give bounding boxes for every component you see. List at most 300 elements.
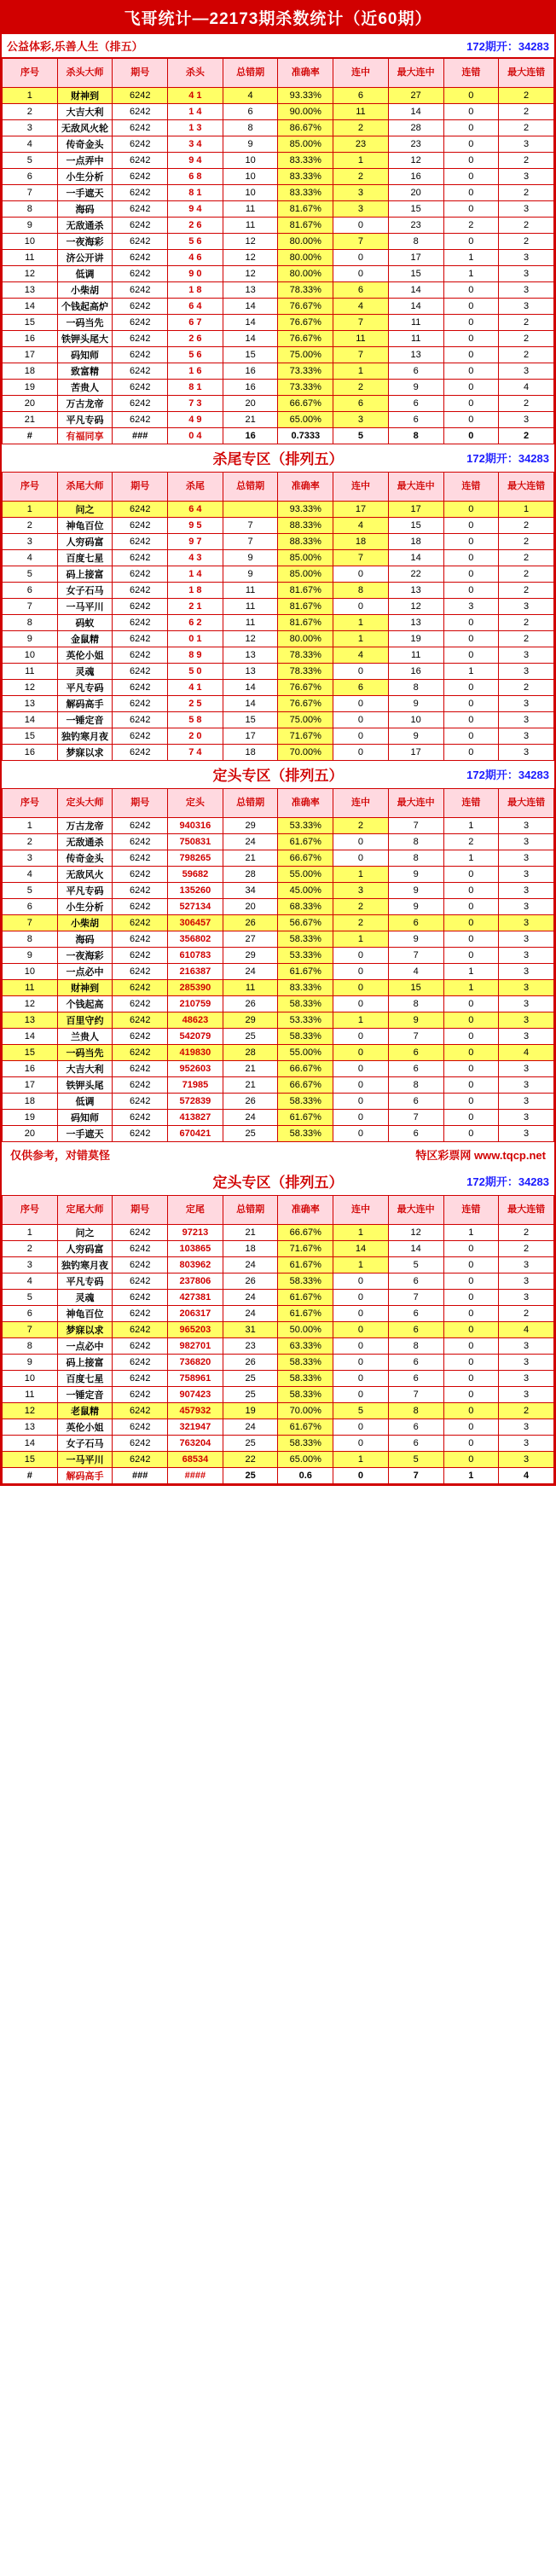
row-master-name: 苦贵人 [57, 380, 113, 396]
table-row[interactable] [3, 396, 554, 412]
row-hit-streak: 17 [333, 502, 389, 518]
row-period: 6242 [113, 915, 168, 931]
row-kill-numbers: 216387 [168, 964, 223, 980]
row-accuracy: 56.67% [278, 915, 333, 931]
table-row[interactable] [3, 1225, 554, 1241]
summary-error-streak: 0 [443, 428, 499, 444]
row-max-error-streak: 4 [499, 1322, 554, 1338]
row-max-error-streak: 4 [499, 1045, 554, 1061]
row-period: 6242 [113, 631, 168, 647]
row-total-errors: 15 [223, 347, 278, 363]
row-max-hit-streak: 10 [388, 712, 443, 728]
table-row[interactable] [3, 1419, 554, 1436]
fix-head-table [2, 788, 554, 1142]
row-error-streak: 0 [443, 1257, 499, 1273]
row-accuracy: 80.00% [278, 250, 333, 266]
row-index: 1 [3, 88, 58, 104]
row-error-streak: 0 [443, 899, 499, 915]
row-period: 6242 [113, 136, 168, 153]
table-row[interactable] [3, 534, 554, 550]
row-hit-streak: 1 [333, 363, 389, 380]
row-max-error-streak: 2 [499, 615, 554, 631]
section-title-ding: 定头专区（排列五） [212, 768, 344, 784]
table-row[interactable] [3, 615, 554, 631]
row-error-streak: 1 [443, 980, 499, 996]
table-row[interactable] [3, 550, 554, 566]
row-error-streak: 1 [443, 850, 499, 867]
row-max-hit-streak: 13 [388, 583, 443, 599]
table-row[interactable] [3, 1029, 554, 1045]
row-max-error-streak: 4 [499, 380, 554, 396]
row-max-hit-streak: 27 [388, 88, 443, 104]
row-max-error-streak: 2 [499, 120, 554, 136]
row-error-streak: 0 [443, 1436, 499, 1452]
row-kill-numbers: 758961 [168, 1371, 223, 1387]
row-error-streak: 0 [443, 1371, 499, 1387]
row-accuracy: 86.67% [278, 120, 333, 136]
row-error-streak: 0 [443, 1061, 499, 1077]
row-period: 6242 [113, 550, 168, 566]
row-index: 6 [3, 169, 58, 185]
row-hit-streak: 1 [333, 1225, 389, 1241]
row-accuracy: 61.67% [278, 1257, 333, 1273]
col-period: 期号 [113, 473, 168, 502]
row-max-error-streak: 3 [499, 867, 554, 883]
row-max-hit-streak: 7 [388, 1029, 443, 1045]
table-row[interactable] [3, 1045, 554, 1061]
table-row[interactable] [3, 696, 554, 712]
col-error: 连错 [443, 473, 499, 502]
table-row[interactable] [3, 347, 554, 363]
table-row[interactable] [3, 518, 554, 534]
row-index: 17 [3, 347, 58, 363]
row-index: 7 [3, 599, 58, 615]
summary-kill-numbers: #### [168, 1468, 223, 1484]
row-hit-streak: 0 [333, 1436, 389, 1452]
row-error-streak: 0 [443, 104, 499, 120]
row-error-streak: 0 [443, 1077, 499, 1094]
row-error-streak: 0 [443, 169, 499, 185]
row-period: 6242 [113, 680, 168, 696]
row-max-error-streak: 3 [499, 931, 554, 948]
table-row[interactable] [3, 647, 554, 664]
row-error-streak: 0 [443, 282, 499, 299]
table-row[interactable] [3, 948, 554, 964]
row-max-error-streak: 2 [499, 315, 554, 331]
table-header-row [3, 1196, 554, 1225]
table-row[interactable] [3, 566, 554, 583]
row-hit-streak: 2 [333, 818, 389, 834]
row-master-name: 女子石马 [57, 583, 113, 599]
row-max-error-streak: 3 [499, 599, 554, 615]
row-index: 3 [3, 1257, 58, 1273]
row-total-errors: 27 [223, 931, 278, 948]
row-total-errors: 19 [223, 1403, 278, 1419]
table-row[interactable] [3, 867, 554, 883]
row-period: 6242 [113, 850, 168, 867]
table-row[interactable] [3, 1403, 554, 1419]
table-row[interactable] [3, 1290, 554, 1306]
row-error-streak: 0 [443, 201, 499, 218]
row-max-error-streak: 3 [499, 169, 554, 185]
row-max-hit-streak: 6 [388, 363, 443, 380]
row-max-error-streak: 2 [499, 234, 554, 250]
row-error-streak: 0 [443, 1306, 499, 1322]
row-hit-streak: 1 [333, 1452, 389, 1468]
table-row[interactable] [3, 915, 554, 931]
row-max-hit-streak: 6 [388, 1419, 443, 1436]
row-kill-numbers: 4 1 [168, 680, 223, 696]
row-index: 17 [3, 1077, 58, 1094]
row-period: 6242 [113, 201, 168, 218]
table-row[interactable] [3, 583, 554, 599]
row-index: 4 [3, 867, 58, 883]
table-row[interactable] [3, 266, 554, 282]
table-row[interactable] [3, 680, 554, 696]
row-kill-numbers: 940316 [168, 818, 223, 834]
row-index: 20 [3, 1126, 58, 1142]
row-total-errors: 24 [223, 1110, 278, 1126]
row-period: 6242 [113, 566, 168, 583]
row-error-streak: 0 [443, 380, 499, 396]
table-row[interactable] [3, 331, 554, 347]
row-max-hit-streak: 11 [388, 647, 443, 664]
table-row[interactable] [3, 712, 554, 728]
row-hit-streak: 0 [333, 728, 389, 745]
summary-row [3, 428, 554, 444]
row-max-error-streak: 3 [499, 1110, 554, 1126]
row-accuracy: 71.67% [278, 1241, 333, 1257]
row-total-errors: 26 [223, 915, 278, 931]
row-total-errors: 31 [223, 1322, 278, 1338]
kill-head-table [2, 58, 554, 444]
table-row[interactable] [3, 1387, 554, 1403]
row-max-hit-streak: 6 [388, 1436, 443, 1452]
row-accuracy: 76.67% [278, 331, 333, 347]
row-hit-streak: 6 [333, 396, 389, 412]
row-master-name: 无敌通杀 [57, 218, 113, 234]
row-max-error-streak: 2 [499, 1306, 554, 1322]
table-row[interactable] [3, 818, 554, 834]
row-max-error-streak: 3 [499, 1371, 554, 1387]
row-accuracy: 61.67% [278, 1110, 333, 1126]
row-master-name: 一夜海彩 [57, 948, 113, 964]
table-row[interactable] [3, 104, 554, 120]
row-accuracy: 66.67% [278, 1061, 333, 1077]
row-kill-numbers: 68534 [168, 1452, 223, 1468]
row-max-hit-streak: 8 [388, 234, 443, 250]
table-row[interactable] [3, 850, 554, 867]
row-hit-streak: 3 [333, 185, 389, 201]
row-total-errors: 11 [223, 615, 278, 631]
row-total-errors: 21 [223, 1077, 278, 1094]
row-max-error-streak: 2 [499, 218, 554, 234]
col-max-error: 最大连错 [499, 789, 554, 818]
row-max-hit-streak: 15 [388, 980, 443, 996]
row-index: 1 [3, 1225, 58, 1241]
public-welfare-note: 公益体彩,乐善人生（排五） [7, 40, 143, 53]
table-row[interactable] [3, 980, 554, 996]
row-error-streak: 0 [443, 1322, 499, 1338]
row-total-errors: 24 [223, 834, 278, 850]
row-kill-numbers: 542079 [168, 1029, 223, 1045]
row-kill-numbers: 9 4 [168, 201, 223, 218]
row-max-hit-streak: 9 [388, 696, 443, 712]
row-period: 6242 [113, 1290, 168, 1306]
table-row[interactable] [3, 1126, 554, 1142]
row-index: 6 [3, 1306, 58, 1322]
row-accuracy: 71.67% [278, 728, 333, 745]
table-row[interactable] [3, 1077, 554, 1094]
row-hit-streak: 0 [333, 250, 389, 266]
row-max-hit-streak: 14 [388, 282, 443, 299]
table-row[interactable] [3, 299, 554, 315]
row-max-error-streak: 3 [499, 282, 554, 299]
row-hit-streak: 1 [333, 931, 389, 948]
row-index: 15 [3, 1045, 58, 1061]
row-accuracy: 80.00% [278, 234, 333, 250]
table-row[interactable] [3, 1257, 554, 1273]
row-kill-numbers: 5 6 [168, 347, 223, 363]
row-hit-streak: 11 [333, 331, 389, 347]
row-period: 6242 [113, 899, 168, 915]
row-max-error-streak: 3 [499, 1436, 554, 1452]
row-kill-numbers: 1 4 [168, 104, 223, 120]
col-accuracy: 准确率 [278, 1196, 333, 1225]
row-period: 6242 [113, 1322, 168, 1338]
row-master-name: 码知师 [57, 347, 113, 363]
row-total-errors: 17 [223, 728, 278, 745]
table-row[interactable] [3, 185, 554, 201]
table-row[interactable] [3, 201, 554, 218]
row-accuracy: 53.33% [278, 948, 333, 964]
table-row[interactable] [3, 153, 554, 169]
row-kill-numbers: 527134 [168, 899, 223, 915]
table-row[interactable] [3, 250, 554, 266]
row-total-errors: 29 [223, 948, 278, 964]
row-total-errors: 10 [223, 153, 278, 169]
row-hit-streak: 4 [333, 518, 389, 534]
row-accuracy: 93.33% [278, 88, 333, 104]
row-index: 6 [3, 899, 58, 915]
table-row[interactable] [3, 88, 554, 104]
table-row[interactable] [3, 631, 554, 647]
row-period: 6242 [113, 615, 168, 631]
row-total-errors: 13 [223, 647, 278, 664]
row-total-errors: 12 [223, 250, 278, 266]
row-max-hit-streak: 8 [388, 1403, 443, 1419]
row-error-streak: 2 [443, 834, 499, 850]
col-max-hit: 最大连中 [388, 59, 443, 88]
row-kill-numbers: 1 8 [168, 282, 223, 299]
col-hit: 连中 [333, 1196, 389, 1225]
row-total-errors: 21 [223, 412, 278, 428]
row-hit-streak: 0 [333, 1322, 389, 1338]
row-accuracy: 76.67% [278, 680, 333, 696]
row-kill-numbers: 2 6 [168, 218, 223, 234]
row-total-errors: 14 [223, 696, 278, 712]
table-row[interactable] [3, 169, 554, 185]
row-max-hit-streak: 8 [388, 834, 443, 850]
row-index: 9 [3, 631, 58, 647]
row-total-errors: 26 [223, 1094, 278, 1110]
row-hit-streak: 1 [333, 153, 389, 169]
row-hit-streak: 0 [333, 850, 389, 867]
row-error-streak: 0 [443, 315, 499, 331]
row-total-errors: 26 [223, 1273, 278, 1290]
summary-accuracy: 0.6 [278, 1468, 333, 1484]
row-error-streak: 0 [443, 1241, 499, 1257]
table-row[interactable] [3, 745, 554, 761]
row-error-streak: 3 [443, 599, 499, 615]
row-master-name: 码蚁 [57, 615, 113, 631]
row-index: 16 [3, 1061, 58, 1077]
section-header-ding [2, 761, 554, 788]
col-hit: 连中 [333, 789, 389, 818]
table-row[interactable] [3, 502, 554, 518]
table-row[interactable] [3, 883, 554, 899]
row-master-name: 小生分析 [57, 169, 113, 185]
row-max-hit-streak: 15 [388, 201, 443, 218]
row-total-errors: 14 [223, 315, 278, 331]
row-index: 5 [3, 1290, 58, 1306]
row-kill-numbers: 135260 [168, 883, 223, 899]
row-kill-numbers: 5 0 [168, 664, 223, 680]
row-max-hit-streak: 23 [388, 136, 443, 153]
table-row[interactable] [3, 899, 554, 915]
row-kill-numbers: 103865 [168, 1241, 223, 1257]
row-accuracy: 88.33% [278, 518, 333, 534]
row-kill-numbers: 907423 [168, 1387, 223, 1403]
row-total-errors: 20 [223, 396, 278, 412]
col-max-error: 最大连错 [499, 1196, 554, 1225]
table-row[interactable] [3, 1012, 554, 1029]
row-hit-streak: 11 [333, 104, 389, 120]
row-error-streak: 0 [443, 518, 499, 534]
row-hit-streak: 0 [333, 1126, 389, 1142]
row-index: 2 [3, 518, 58, 534]
row-accuracy: 85.00% [278, 136, 333, 153]
col-index: 序号 [3, 59, 58, 88]
row-total-errors: 7 [223, 534, 278, 550]
row-max-hit-streak: 7 [388, 1290, 443, 1306]
fix-tail-table [2, 1195, 554, 1484]
table-row[interactable] [3, 599, 554, 615]
disclaimer-text: 仅供参考，对错莫怪 [10, 1149, 111, 1162]
table-row[interactable] [3, 1355, 554, 1371]
row-kill-numbers: 71985 [168, 1077, 223, 1094]
table-row[interactable] [3, 1094, 554, 1110]
table-row[interactable] [3, 996, 554, 1012]
table-row[interactable] [3, 834, 554, 850]
row-max-error-streak: 3 [499, 1419, 554, 1436]
row-kill-numbers: 803962 [168, 1257, 223, 1273]
row-master-name: 码知师 [57, 1110, 113, 1126]
table-row[interactable] [3, 1241, 554, 1257]
row-max-hit-streak: 9 [388, 1012, 443, 1029]
row-period: 6242 [113, 1110, 168, 1126]
row-max-hit-streak: 8 [388, 850, 443, 867]
row-total-errors: 12 [223, 266, 278, 282]
col-index: 序号 [3, 789, 58, 818]
row-period: 6242 [113, 104, 168, 120]
table-row[interactable] [3, 664, 554, 680]
table-row[interactable] [3, 1322, 554, 1338]
table-row[interactable] [3, 136, 554, 153]
table-row[interactable] [3, 315, 554, 331]
table-row[interactable] [3, 1273, 554, 1290]
row-period: 6242 [113, 1355, 168, 1371]
row-max-hit-streak: 17 [388, 502, 443, 518]
row-master-name: 码上接富 [57, 1355, 113, 1371]
summary-max-error-streak: 4 [499, 1468, 554, 1484]
row-period: 6242 [113, 1436, 168, 1452]
row-kill-numbers: 9 7 [168, 534, 223, 550]
row-hit-streak: 7 [333, 315, 389, 331]
table-row[interactable] [3, 1371, 554, 1387]
row-kill-numbers: 59682 [168, 867, 223, 883]
row-max-error-streak: 2 [499, 1241, 554, 1257]
col-accuracy: 准确率 [278, 789, 333, 818]
row-kill-numbers: 982701 [168, 1338, 223, 1355]
table-row[interactable] [3, 1110, 554, 1126]
row-index: 11 [3, 980, 58, 996]
table-row[interactable] [3, 964, 554, 980]
table-row[interactable] [3, 931, 554, 948]
table-row[interactable] [3, 380, 554, 396]
row-hit-streak: 0 [333, 218, 389, 234]
row-hit-streak: 1 [333, 867, 389, 883]
row-master-name: 一点弄中 [57, 153, 113, 169]
row-total-errors: 28 [223, 1045, 278, 1061]
row-kill-numbers: 4 9 [168, 412, 223, 428]
row-kill-numbers: 97213 [168, 1225, 223, 1241]
table-row[interactable] [3, 1338, 554, 1355]
row-error-streak: 0 [443, 1355, 499, 1371]
row-hit-streak: 7 [333, 347, 389, 363]
row-max-hit-streak: 13 [388, 615, 443, 631]
table-row[interactable] [3, 1436, 554, 1452]
table-row[interactable] [3, 282, 554, 299]
row-accuracy: 58.33% [278, 1436, 333, 1452]
row-total-errors: 16 [223, 380, 278, 396]
row-max-error-streak: 3 [499, 201, 554, 218]
row-period: 6242 [113, 534, 168, 550]
row-max-error-streak: 2 [499, 566, 554, 583]
row-hit-streak: 6 [333, 680, 389, 696]
table-row[interactable] [3, 1306, 554, 1322]
row-max-hit-streak: 15 [388, 518, 443, 534]
summary-master-name: 解码高手 [57, 1468, 113, 1484]
row-total-errors: 10 [223, 169, 278, 185]
row-master-name: 一点必中 [57, 964, 113, 980]
row-accuracy: 58.33% [278, 1387, 333, 1403]
row-hit-streak: 0 [333, 712, 389, 728]
row-accuracy: 80.00% [278, 266, 333, 282]
table-row[interactable] [3, 412, 554, 428]
table-row[interactable] [3, 234, 554, 250]
table-row[interactable] [3, 218, 554, 234]
table-row[interactable] [3, 120, 554, 136]
row-error-streak: 0 [443, 88, 499, 104]
table-row[interactable] [3, 728, 554, 745]
table-row[interactable] [3, 363, 554, 380]
table-row[interactable] [3, 1452, 554, 1468]
row-max-hit-streak: 9 [388, 931, 443, 948]
table-row[interactable] [3, 1061, 554, 1077]
row-hit-streak: 2 [333, 915, 389, 931]
row-max-hit-streak: 14 [388, 1241, 443, 1257]
